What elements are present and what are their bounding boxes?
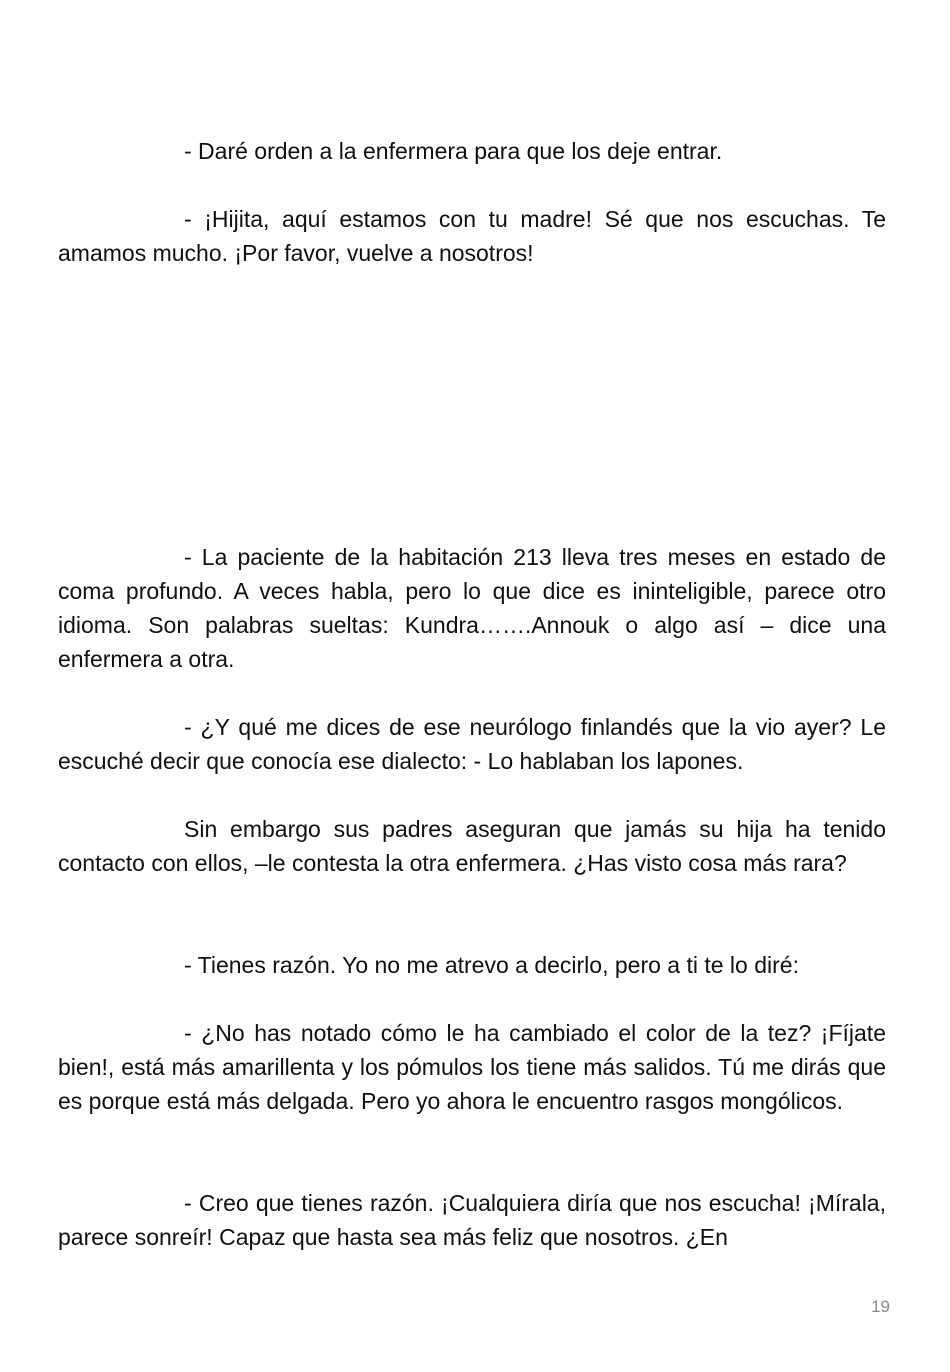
- paragraph-4: - ¿Y qué me dices de ese neurólogo finlandés que la vio ayer? Le escuché decir que conocía ese dialecto: - Lo hablaban los lapones.: [58, 714, 886, 774]
- paragraph-3: - La paciente de la habitación 213 lleva tres meses en estado de coma profundo. A veces habla, pero lo que dice es ininteligible, parece otro idioma. Son palabras sueltas: Kundra…….Annouk o algo así – dice una enfermera a otra.: [58, 544, 886, 672]
- paragraph-8: - Creo que tienes razón. ¡Cualquiera diría que nos escucha! ¡Mírala, parece sonreír! Capaz que hasta sea más feliz que nosotros. ¿En: [58, 1190, 886, 1250]
- paragraph-2: - ¡Hijita, aquí estamos con tu madre! Sé que nos escuchas. Te amamos mucho. ¡Por favor, vuelve a nosotros!: [58, 206, 886, 266]
- paragraph-1: - Daré orden a la enfermera para que los deje entrar.: [184, 138, 723, 164]
- paragraph-6: - Tienes razón. Yo no me atrevo a decirlo, pero a ti te lo diré:: [184, 952, 799, 978]
- paragraph-5: Sin embargo sus padres aseguran que jamás su hija ha tenido contacto con ellos, –le contesta la otra enfermera. ¿Has visto cosa más rara?: [58, 816, 886, 876]
- page-number: 19: [871, 1297, 890, 1316]
- paragraph-7: - ¿No has notado cómo le ha cambiado el color de la tez? ¡Fíjate bien!, está más amarillenta y los pómulos los tiene más salidos. Tú me dirás que es porque está más delgada. Pero yo ahora le encuentro rasgos mongólicos.: [58, 1020, 886, 1114]
